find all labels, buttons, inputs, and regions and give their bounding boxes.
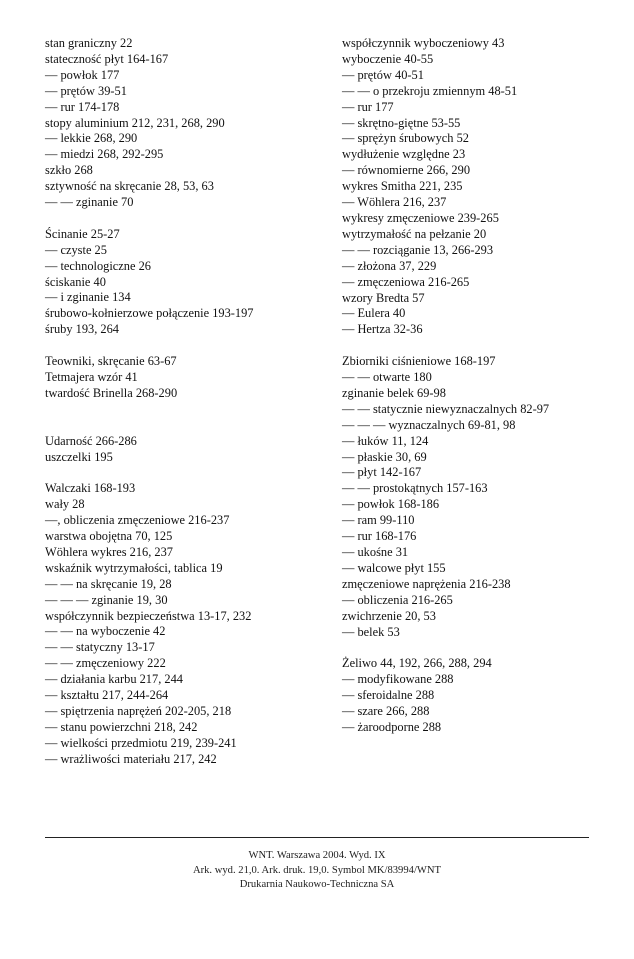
- index-entry: — rur 177: [342, 99, 394, 114]
- publisher-imprint: [0, 849, 634, 893]
- index-entry: wykresy zmęczeniowe 239-265: [342, 210, 499, 225]
- index-entry: zmęczeniowe naprężenia 216-238: [342, 576, 511, 591]
- index-entry: — lekkie 268, 290: [45, 131, 138, 146]
- index-entry: — miedzi 268, 292-295: [45, 147, 164, 162]
- index-entry: szkło 268: [45, 163, 93, 178]
- index-entry: — kształtu 217, 244-264: [45, 688, 169, 703]
- index-entry: — powłok 168-186: [342, 497, 440, 512]
- index-entry: — sferoidalne 288: [342, 688, 435, 703]
- index-entry: wydłużenie względne 23: [342, 147, 466, 162]
- index-entry: — powłok 177: [45, 67, 120, 82]
- index-entry: — Hertza 32-36: [342, 322, 423, 337]
- index-entry: wyboczenie 40-55: [342, 51, 434, 66]
- index-entry: Wöhlera wykres 216, 237: [45, 544, 174, 559]
- index-entry: współczynnik bezpieczeństwa 13-17, 232: [45, 608, 252, 623]
- index-entry: Ścinanie 25-27: [45, 226, 120, 241]
- index-entry: — płyt 142-167: [342, 465, 422, 480]
- index-entry: sztywność na skręcanie 28, 53, 63: [45, 179, 214, 194]
- imprint-line: Ark. wyd. 21,0. Ark. druk. 19,0. Symbol MK/83994/WNT: [192, 864, 442, 876]
- index-entry: — Eulera 40: [342, 306, 406, 321]
- index-entry: — — na wyboczenie 42: [45, 624, 166, 639]
- index-right-column: [342, 36, 612, 736]
- index-entry: — obliczenia 216-265: [342, 592, 453, 607]
- index-entry: — — na skręcanie 19, 28: [45, 576, 172, 591]
- index-entry: ściskanie 40: [45, 274, 106, 289]
- index-entry: Teowniki, skręcanie 63-67: [45, 354, 177, 369]
- imprint-line: WNT. Warszawa 2004. Wyd. IX: [248, 850, 386, 861]
- section-gap: [45, 402, 315, 418]
- index-entry: — — zmęczeniowy 222: [45, 656, 166, 671]
- index-entry: stopy aluminium 212, 231, 268, 290: [45, 115, 225, 130]
- index-entry: — ukośne 31: [342, 544, 409, 559]
- section-gap: [45, 211, 315, 227]
- index-entry: — łuków 11, 124: [342, 433, 429, 448]
- index-entry: — zmęczeniowa 216-265: [342, 274, 470, 289]
- index-left-column: [45, 36, 315, 768]
- index-entry: współczynnik wyboczeniowy 43: [342, 36, 505, 50]
- index-entry: wzory Bredta 57: [342, 290, 425, 305]
- index-entry: wskaźnik wytrzymałości, tablica 19: [45, 560, 223, 575]
- index-entry: wykres Smitha 221, 235: [342, 179, 463, 194]
- index-entry: — złożona 37, 229: [342, 258, 437, 273]
- index-entry: śruby 193, 264: [45, 322, 119, 337]
- index-entry: warstwa obojętna 70, 125: [45, 529, 173, 544]
- index-entry: Zbiorniki ciśnieniowe 168-197: [342, 354, 496, 369]
- index-entry: — — statyczny 13-17: [45, 640, 155, 655]
- index-entry: —, obliczenia zmęczeniowe 216-237: [45, 513, 230, 528]
- index-entry: Tetmajera wzór 41: [45, 370, 138, 384]
- index-entry: zginanie belek 69-98: [342, 385, 446, 400]
- index-entry: zwichrzenie 20, 53: [342, 608, 436, 623]
- index-entry: stan graniczny 22: [45, 36, 133, 50]
- section-gap: [342, 338, 612, 354]
- index-entry: — żaroodporne 288: [342, 719, 442, 734]
- imprint-line: Drukarnia Naukowo-Techniczna SA: [239, 879, 395, 891]
- index-entry: — — rozciąganie 13, 266-293: [342, 242, 494, 257]
- index-entry: — — prostokątnych 157-163: [342, 481, 488, 496]
- index-entry: — płaskie 30, 69: [342, 449, 427, 464]
- index-entry: wytrzymałość na pełzanie 20: [342, 226, 487, 241]
- index-entry: śrubowo-kołnierzowe połączenie 193-197: [45, 306, 254, 321]
- index-entry: — prętów 39-51: [45, 83, 127, 98]
- index-entry: wały 28: [45, 497, 85, 512]
- index-entry: — czyste 25: [45, 242, 107, 257]
- index-entry: — spiętrzenia naprężeń 202-205, 218: [45, 703, 232, 718]
- section-gap: [342, 640, 612, 656]
- footer-rule: [45, 837, 589, 838]
- index-entry: Walczaki 168-193: [45, 481, 136, 496]
- index-entry: — rur 168-176: [342, 529, 417, 544]
- index-entry: — — — zginanie 19, 30: [45, 592, 168, 607]
- index-entry: — ram 99-110: [342, 513, 415, 528]
- index-entry: — wielkości przedmiotu 219, 239-241: [45, 735, 237, 750]
- index-entry: — i zginanie 134: [45, 290, 131, 305]
- index-entry: — wrażliwości materiału 217, 242: [45, 751, 217, 766]
- index-entry: stateczność płyt 164-167: [45, 51, 169, 66]
- index-entry: twardość Brinella 268-290: [45, 385, 178, 400]
- index-entry: Żeliwo 44, 192, 266, 288, 294: [342, 656, 492, 671]
- index-entry: — — zginanie 70: [45, 195, 134, 210]
- index-entry: — działania karbu 217, 244: [45, 672, 183, 687]
- index-entry: — równomierne 266, 290: [342, 163, 471, 178]
- index-entry: — technologiczne 26: [45, 258, 151, 273]
- section-gap: [45, 465, 315, 481]
- index-entry: — — statycznie niewyznaczalnych 82-97: [342, 401, 550, 416]
- index-entry: — walcowe płyt 155: [342, 560, 446, 575]
- index-entry: — Wöhlera 216, 237: [342, 195, 447, 210]
- section-gap: [45, 418, 315, 434]
- index-entry: — modyfikowane 288: [342, 672, 454, 687]
- index-entry: uszczelki 195: [45, 449, 113, 464]
- index-entry: — prętów 40-51: [342, 67, 424, 82]
- index-entry: — — — wyznaczalnych 69-81, 98: [342, 417, 516, 432]
- index-entry: — stanu powierzchni 218, 242: [45, 719, 198, 734]
- index-entry: — szare 266, 288: [342, 704, 430, 719]
- index-entry: — sprężyn śrubowych 52: [342, 131, 469, 146]
- index-entry: Udarność 266-286: [45, 433, 137, 448]
- index-entry: — — otwarte 180: [342, 370, 432, 385]
- index-entry: — — o przekroju zmiennym 48-51: [342, 83, 518, 98]
- index-entry: — rur 174-178: [45, 99, 120, 114]
- index-entry: — skrętno-giętne 53-55: [342, 115, 461, 130]
- section-gap: [45, 338, 315, 354]
- index-entry: — belek 53: [342, 624, 400, 639]
